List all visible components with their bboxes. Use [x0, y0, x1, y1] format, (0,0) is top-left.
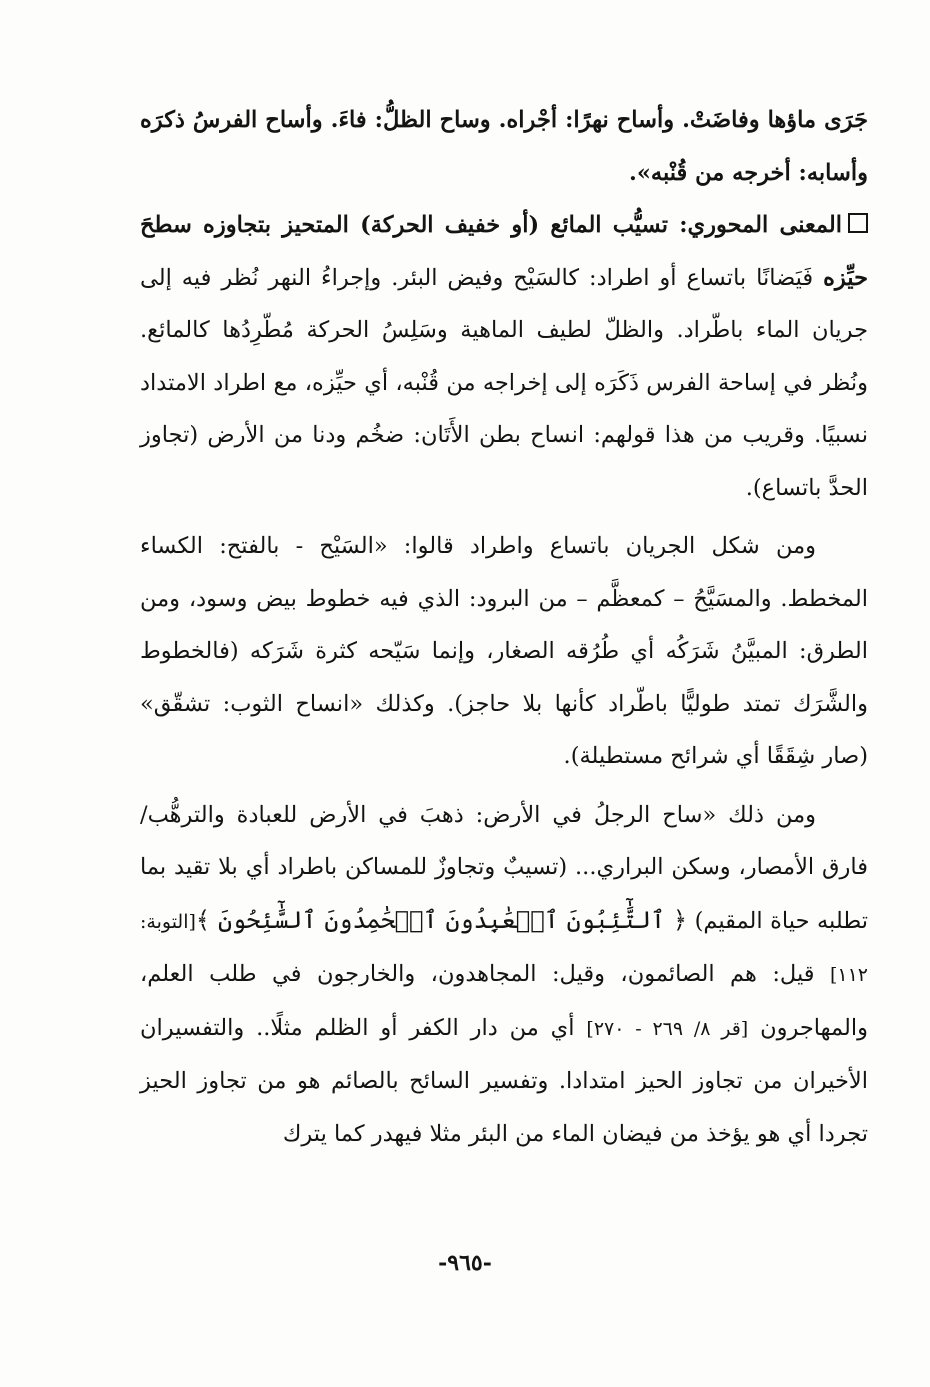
paragraph-1 [140, 94, 868, 199]
source-reference: [قر ٨/ ٢٦٩ - ٢٧٠] [586, 1017, 749, 1040]
page-body [140, 94, 868, 1160]
paragraph-3-text: ومن شكل الجريان باتساع واطراد قالوا: «السَيْح - بالفتح: الكساء المخطط. والمسَيَّحُ – كمعظَّم – من البرود: الذي فيه خطوط بيض وسود، ومن الطرق: المبيَّنُ شَرَكُه أي طُرُقه الصغار، وإنما سَيّحه كثرة شَرَكه (فالخطوط والشَّرَك تمتد طوليًّا باطّراد كأنها بلا حاجز). وكذلك «انساح الثوب: تشقّق» (صار شِقَقًا أي شرائح مستطيلة). [140, 533, 868, 769]
paragraph-2-text: فَيَضانًا باتساع أو اطراد: كالسَيْح وفيض البئر. وإجراءُ النهر نُظر فيه إلى جريان الماء باطّراد. والظلّ لطيف الماهية وسَلِسُ الحركة مُطّرِدُها كالمائع. ونُظر في إساحة الفرس ذَكَرَه إلى إخراجه من قُنْبه، أي حيِّزه، مع اطراد الامتداد نسبيًا. وقريب من هذا قولهم: انساح بطن الأَتَان: ضخُم ودنا من الأرض (تجاوز الحدَّ باتساع). [140, 264, 868, 501]
page-number: -٩٦٥- [438, 1250, 492, 1276]
paragraph-3 [140, 520, 868, 783]
paragraph-4-text-start: ومن ذلك «ساح الرجلُ في الأرض: ذهبَ في الأرض للعبادة والترهُّب/ فارق الأمصار، وسكن البراري... (تسيبٌ وتجاوزٌ للمساكن باطراد أي بلا تقيد بما تطلبه حياة المقيم) [140, 801, 868, 934]
square-bullet-icon [848, 213, 868, 233]
quran-verse: ﴿ ٱلتَّٰٓئِبُونَ ٱلۡعَٰبِدُونَ ٱلۡحَٰمِدُونَ ٱلسَّٰٓئِحُونَ ﴾ [195, 905, 688, 934]
paragraph-4 [140, 789, 868, 1161]
quran-reference: [التوبة: ١١٢] [140, 910, 868, 986]
paragraph-1-text: جَرَى ماؤها وفاضَتْ. وأساح نهرًا: أجْراه. وساح الظلُّ: فاءَ. وأساح الفرسُ ذكرَه وأسابه: أخرجه من قُنْبه». [140, 107, 868, 186]
core-meaning-label: المعنى المحوري: تسيُّب المائع (أو خفيف الحركة) المتحيز بتجاوزه سطحَ حيِّزه [140, 212, 868, 291]
paragraph-4-text-middle: قيل: هم الصائمون، وقيل: المجاهدون، والخارجون في طلب العلم، والمهاجرون [140, 961, 869, 1041]
paragraph-2 [140, 199, 868, 514]
paragraph-4-text-end: أي من دار الكفر أو الظلم مثلًا.. والتفسيران الأخيران من تجاوز الحيز امتدادا. وتفسير السائح بالصائم هو من تجاوز الحيز تجردا أي هو يؤخذ من فيضان الماء من البئر مثلا فيهدر كما يترك [140, 1014, 868, 1147]
